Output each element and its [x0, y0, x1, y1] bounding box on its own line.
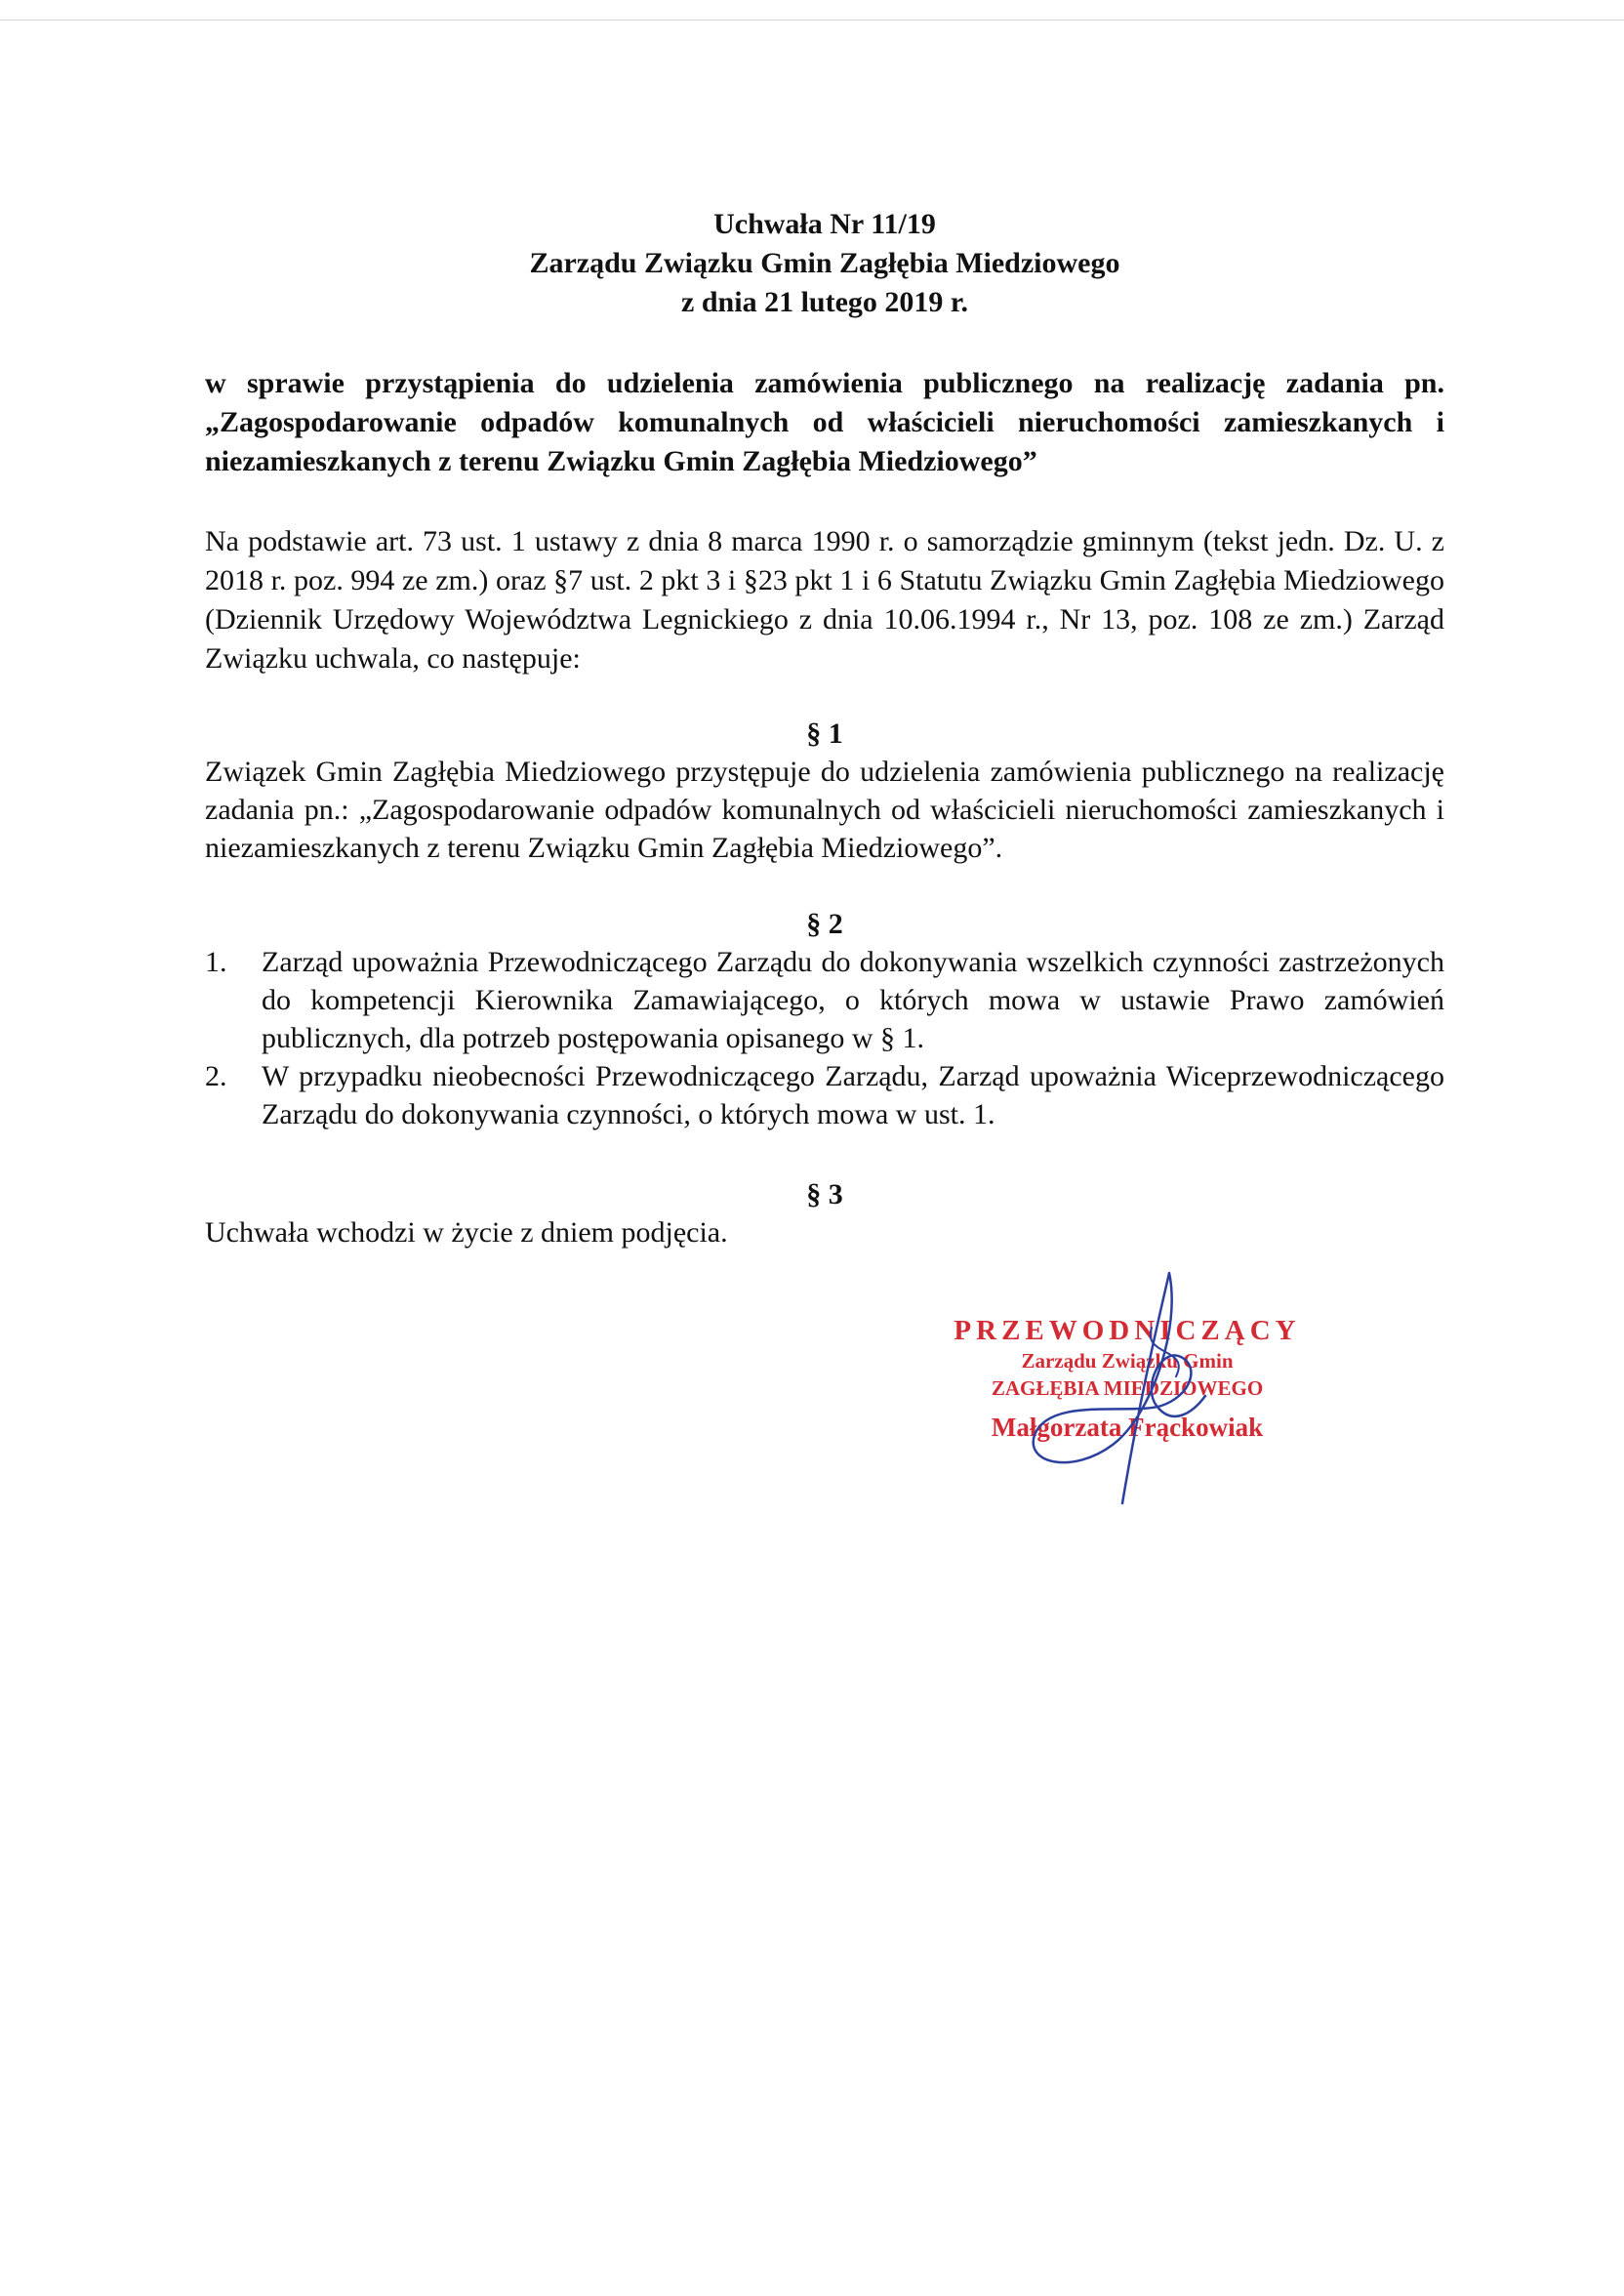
resolution-date: z dnia 21 lutego 2019 r. — [681, 286, 968, 318]
section-3-heading: § 3 — [806, 1178, 843, 1210]
list-item — [205, 1057, 1444, 1133]
list-item — [205, 943, 1444, 1057]
stamp-body: Zarządu Związku Gmin — [1021, 1349, 1234, 1373]
list-item-text: Zarząd upoważnia Przewodniczącego Zarządu do dokonywania wszelkich czynności zastrzeżonych do kompetencji Kierownika Zamawiającego, o których mowa w ustawie Prawo zamówień publicznych, dla potrzeb postępowania opisanego w § 1. — [262, 946, 1444, 1054]
signature-stroke — [1034, 1273, 1205, 1503]
stamp-organization: ZAGŁĘBIA MIEDZIOWEGO — [991, 1376, 1264, 1400]
resolution-number: Uchwała Nr 11/19 — [713, 208, 936, 240]
section-1-text: Związek Gmin Zagłębia Miedziowego przystępuje do udzielenia zamówienia publicznego na realizację zadania pn.: „Zagospodarowanie odpadów komunalnych od właścicieli nieruchomości zamieszkanych i niezamieszkanych z terenu Związku Gmin Zagłębia Miedziowego”. — [205, 756, 1444, 864]
section-3-text: Uchwała wchodzi w życie z dniem podjęcia. — [205, 1216, 728, 1249]
issuing-body: Zarządu Związku Gmin Zagłębia Miedziowego — [529, 247, 1120, 279]
stamp-name: Małgorzata Frąckowiak — [991, 1413, 1264, 1442]
handwritten-signature — [995, 1269, 1288, 1523]
section-2-heading: § 2 — [806, 908, 843, 940]
legal-basis: Na podstawie art. 73 ust. 1 ustawy z dnia 8 marca 1990 r. o samorządzie gminnym (tekst jedn. Dz. U. z 2018 r. poz. 994 ze zm.) oraz §7 ust. 2 pkt 3 i §23 pkt 1 i 6 Statutu Związku Gmin Zagłębia Miedziowego (Dziennik Urzędowy Województwa Legnickiego z dnia 10.06.1994 r., Nr 13, poz. 108 ze zm.) Zarząd Związku uchwala, co następuje: — [205, 525, 1444, 675]
document-page — [205, 205, 1444, 1252]
resolution-header — [205, 205, 1444, 322]
stamp-title: PRZEWODNICZĄCY — [954, 1315, 1301, 1346]
list-item-text: W przypadku nieobecności Przewodniczącego Zarządu, Zarząd upoważnia Wiceprzewodniczącego Zarządu do dokonywania czynności, o których mowa w ust. 1. — [262, 1060, 1444, 1130]
section-2-list — [205, 943, 1444, 1133]
section-1-heading: § 1 — [806, 718, 843, 750]
list-item-number: 2. — [205, 1060, 227, 1092]
list-item-number: 1. — [205, 946, 227, 978]
resolution-subject: w sprawie przystąpienia do udzielenia zamówienia publicznego na realizację zadania pn. „Zagospodarowanie odpadów komunalnych od właścicieli nieruchomości zamieszkanych i niezamieszkanych z terenu Związku Gmin Zagłębia Miedziowego” — [205, 367, 1444, 477]
